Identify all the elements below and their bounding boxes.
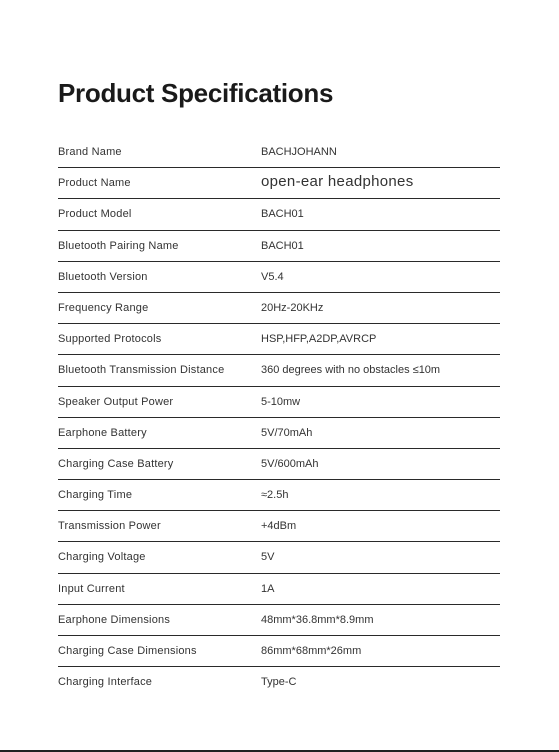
spec-label: Bluetooth Pairing Name	[58, 239, 179, 252]
spec-value: 48mm*36.8mm*8.9mm	[261, 613, 374, 626]
spec-label: Input Current	[58, 582, 125, 595]
spec-value: 5V	[261, 551, 275, 564]
spec-value: 86mm*68mm*26mm	[261, 645, 362, 657]
spec-label: Earphone Battery	[58, 426, 147, 439]
spec-label: Supported Protocols	[58, 333, 162, 346]
spec-row-earphone-dimensions	[58, 605, 500, 636]
spec-row-input-current	[58, 574, 500, 605]
spec-table	[58, 137, 500, 698]
spec-row-bluetooth-version	[58, 262, 500, 293]
spec-value: 5V/600mAh	[261, 457, 319, 470]
spec-row-brand-name	[58, 137, 500, 168]
spec-value: open-ear headphones	[261, 173, 414, 191]
spec-row-charging-voltage	[58, 542, 500, 573]
spec-label: Product Name	[58, 177, 131, 190]
spec-value: 5-10mw	[261, 395, 301, 408]
spec-row-charging-time	[58, 480, 500, 511]
spec-label: Brand Name	[58, 146, 122, 158]
spec-value: HSP,HFP,A2DP,AVRCP	[261, 333, 377, 346]
spec-row-frequency-range	[58, 293, 500, 324]
spec-value: +4dBm	[261, 520, 297, 533]
spec-label: Frequency Range	[58, 301, 149, 314]
spec-value: 20Hz-20KHz	[261, 301, 324, 314]
spec-label: Speaker Output Power	[58, 395, 174, 408]
spec-row-bluetooth-transmission-distance	[58, 355, 500, 386]
spec-label: Bluetooth Version	[58, 270, 148, 283]
spec-value: 5V/70mAh	[261, 426, 313, 439]
spec-label: Charging Case Battery	[58, 457, 174, 470]
spec-row-transmission-power	[58, 511, 500, 542]
spec-row-product-name	[58, 168, 500, 199]
spec-label: Transmission Power	[58, 520, 161, 533]
page-title: Product Specifications	[58, 78, 334, 108]
spec-value: Type-C	[261, 676, 297, 689]
spec-row-supported-protocols	[58, 324, 500, 355]
spec-row-charging-case-dimensions	[58, 636, 500, 667]
spec-row-charging-case-battery	[58, 449, 500, 480]
spec-label: Earphone Dimensions	[58, 613, 171, 626]
spec-value: ≈2.5h	[261, 489, 289, 502]
spec-label: Bluetooth Transmission Distance	[58, 364, 225, 377]
spec-row-speaker-output-power	[58, 387, 500, 418]
spec-row-charging-interface	[58, 667, 500, 698]
spec-value: BACH01	[261, 208, 304, 221]
spec-value: 1A	[261, 582, 275, 595]
spec-label: Product Model	[58, 208, 132, 221]
spec-row-bluetooth-pairing-name	[58, 231, 500, 262]
spec-row-earphone-battery	[58, 418, 500, 449]
spec-row-product-model	[58, 199, 500, 230]
spec-value: 360 degrees with no obstacles ≤10m	[261, 364, 441, 377]
spec-label: Charging Time	[58, 489, 133, 502]
spec-value: BACHJOHANN	[261, 146, 337, 158]
spec-value: BACH01	[261, 239, 304, 252]
spec-label: Charging Voltage	[58, 551, 146, 564]
spec-value: V5.4	[261, 270, 284, 283]
spec-label: Charging Case Dimensions	[58, 645, 197, 657]
spec-label: Charging Interface	[58, 676, 153, 689]
